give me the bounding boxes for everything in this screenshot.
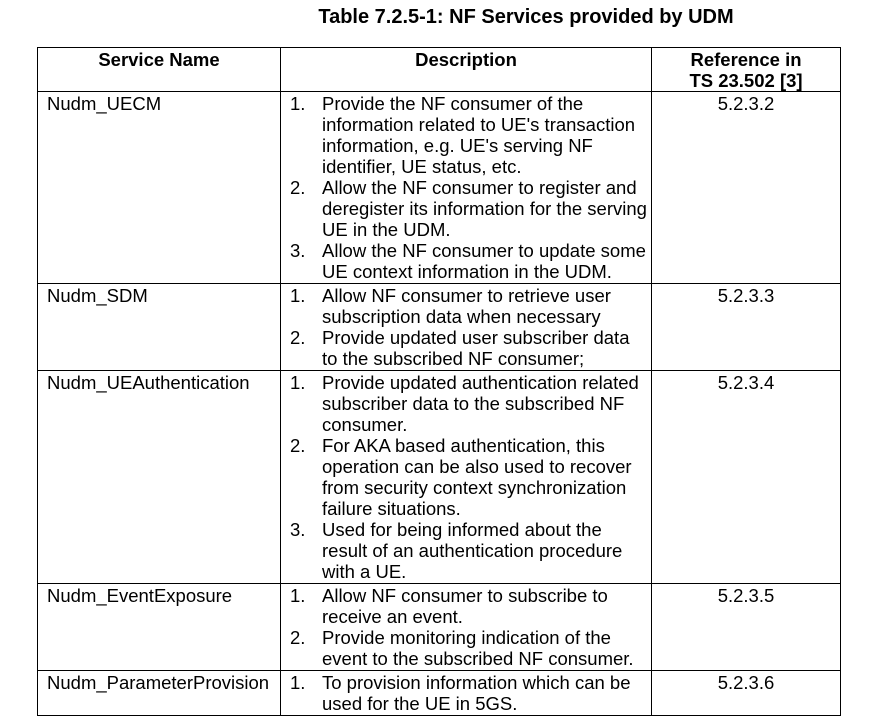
description-item: Provide monitoring indication of the event to the subscribed NF consumer. bbox=[322, 627, 634, 669]
description-item: Allow NF consumer to subscribe to receive an event. bbox=[322, 585, 608, 627]
reference-cell: 5.2.3.3 bbox=[652, 284, 841, 371]
description-cell bbox=[281, 584, 652, 671]
reference-cell: 5.2.3.5 bbox=[652, 584, 841, 671]
service-name-cell: Nudm_ParameterProvision bbox=[38, 671, 281, 716]
description-item: Provide the NF consumer of the information related to UE's transaction information, e.g. UE's serving NF identifier, UE status, etc. bbox=[322, 93, 636, 177]
description-item: To provision information which can be used for the UE in 5GS. bbox=[322, 672, 631, 714]
description-item: Allow NF consumer to retrieve user subscription data when necessary bbox=[322, 285, 611, 327]
service-name-cell: Nudm_UEAuthentication bbox=[38, 371, 281, 584]
description-cell bbox=[281, 284, 652, 371]
table-row-nudm-uecm bbox=[38, 92, 841, 284]
reference-cell: 5.2.3.2 bbox=[652, 92, 841, 284]
col-header-reference-line2: TS 23.502 [3] bbox=[689, 70, 803, 91]
table-row-nudm-sdm bbox=[38, 284, 841, 371]
service-name-cell: Nudm_SDM bbox=[38, 284, 281, 371]
description-cell bbox=[281, 671, 652, 716]
service-name-cell: Nudm_UECM bbox=[38, 92, 281, 284]
table-row-nudm-parameterprovision bbox=[38, 671, 841, 716]
description-item: Provide updated user subscriber data to the subscribed NF consumer; bbox=[322, 327, 630, 369]
description-item: Allow the NF consumer to update some UE context information in the UDM. bbox=[322, 240, 646, 282]
service-name-cell: Nudm_EventExposure bbox=[38, 584, 281, 671]
description-list bbox=[290, 672, 649, 714]
header-row bbox=[38, 48, 841, 92]
description-cell bbox=[281, 92, 652, 284]
description-item: Allow the NF consumer to register and deregister its information for the serving UE in the UDM. bbox=[322, 177, 647, 240]
description-list bbox=[290, 585, 649, 669]
description-item: For AKA based authentication, this operation can be also used to recover from security context synchronization failure situations. bbox=[322, 435, 632, 519]
description-list bbox=[290, 372, 649, 582]
description-list bbox=[290, 285, 649, 369]
table-row-nudm-ueauthentication bbox=[38, 371, 841, 584]
description-item: Provide updated authentication related subscriber data to the subscribed NF consumer. bbox=[322, 372, 639, 435]
reference-cell: 5.2.3.6 bbox=[652, 671, 841, 716]
table-caption: Table 7.2.5-1: NF Services provided by UDM bbox=[318, 6, 734, 28]
description-cell bbox=[281, 371, 652, 584]
description-list bbox=[290, 93, 649, 282]
col-header-description: Description bbox=[281, 48, 652, 92]
table-row-nudm-eventexposure bbox=[38, 584, 841, 671]
reference-cell: 5.2.3.4 bbox=[652, 371, 841, 584]
nf-services-table bbox=[37, 47, 841, 716]
col-header-service: Service Name bbox=[38, 48, 281, 92]
col-header-reference bbox=[652, 48, 841, 92]
col-header-reference-line1: Reference in bbox=[690, 49, 802, 70]
description-item: Used for being informed about the result of an authentication procedure with a UE. bbox=[322, 519, 623, 582]
